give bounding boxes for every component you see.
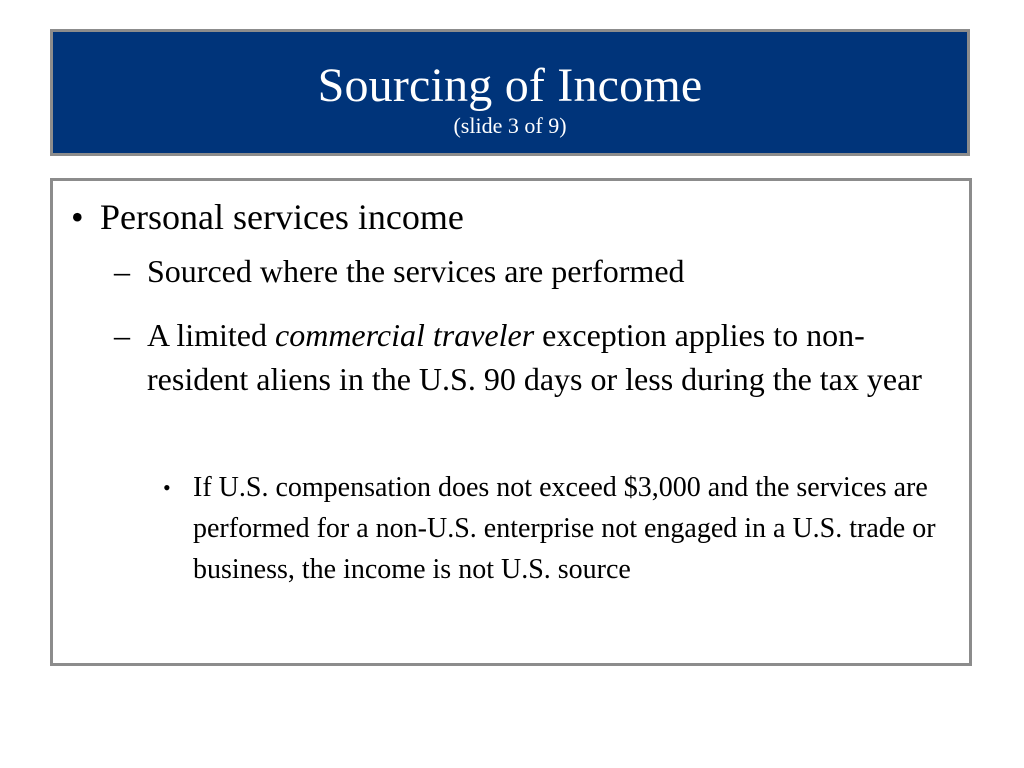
slide-subtitle: (slide 3 of 9) <box>453 113 567 138</box>
text-pre: A limited <box>147 317 275 353</box>
bullet-text: Personal services income <box>100 197 464 237</box>
bullet-personal-services <box>71 195 464 239</box>
text-post: exception applies to non-resident aliens in the U.S. 90 days or less during the tax year <box>147 317 922 397</box>
text-emphasis: commercial traveler <box>275 317 535 353</box>
bullet-marker: • <box>71 197 84 237</box>
sub-sub-bullet-text: If U.S. compensation does not exceed $3,000 and the services are performed for a non-U.S. enterprise not engaged in a U.S. trade or business, the income is not U.S. source <box>193 472 936 585</box>
sub-bullet-text <box>114 313 964 401</box>
slide-title: Sourcing of Income <box>317 59 703 112</box>
dash-marker: – <box>114 253 130 289</box>
sub-bullet-commercial-traveler <box>114 313 964 401</box>
bullet-marker: • <box>163 475 171 500</box>
content-box <box>50 178 972 666</box>
title-box <box>50 29 970 156</box>
sub-bullet-text: Sourced where the services are performed <box>147 253 685 289</box>
sub-bullet-sourced <box>114 249 964 293</box>
dash-marker: – <box>114 317 130 353</box>
sub-sub-bullet-compensation <box>163 467 953 590</box>
